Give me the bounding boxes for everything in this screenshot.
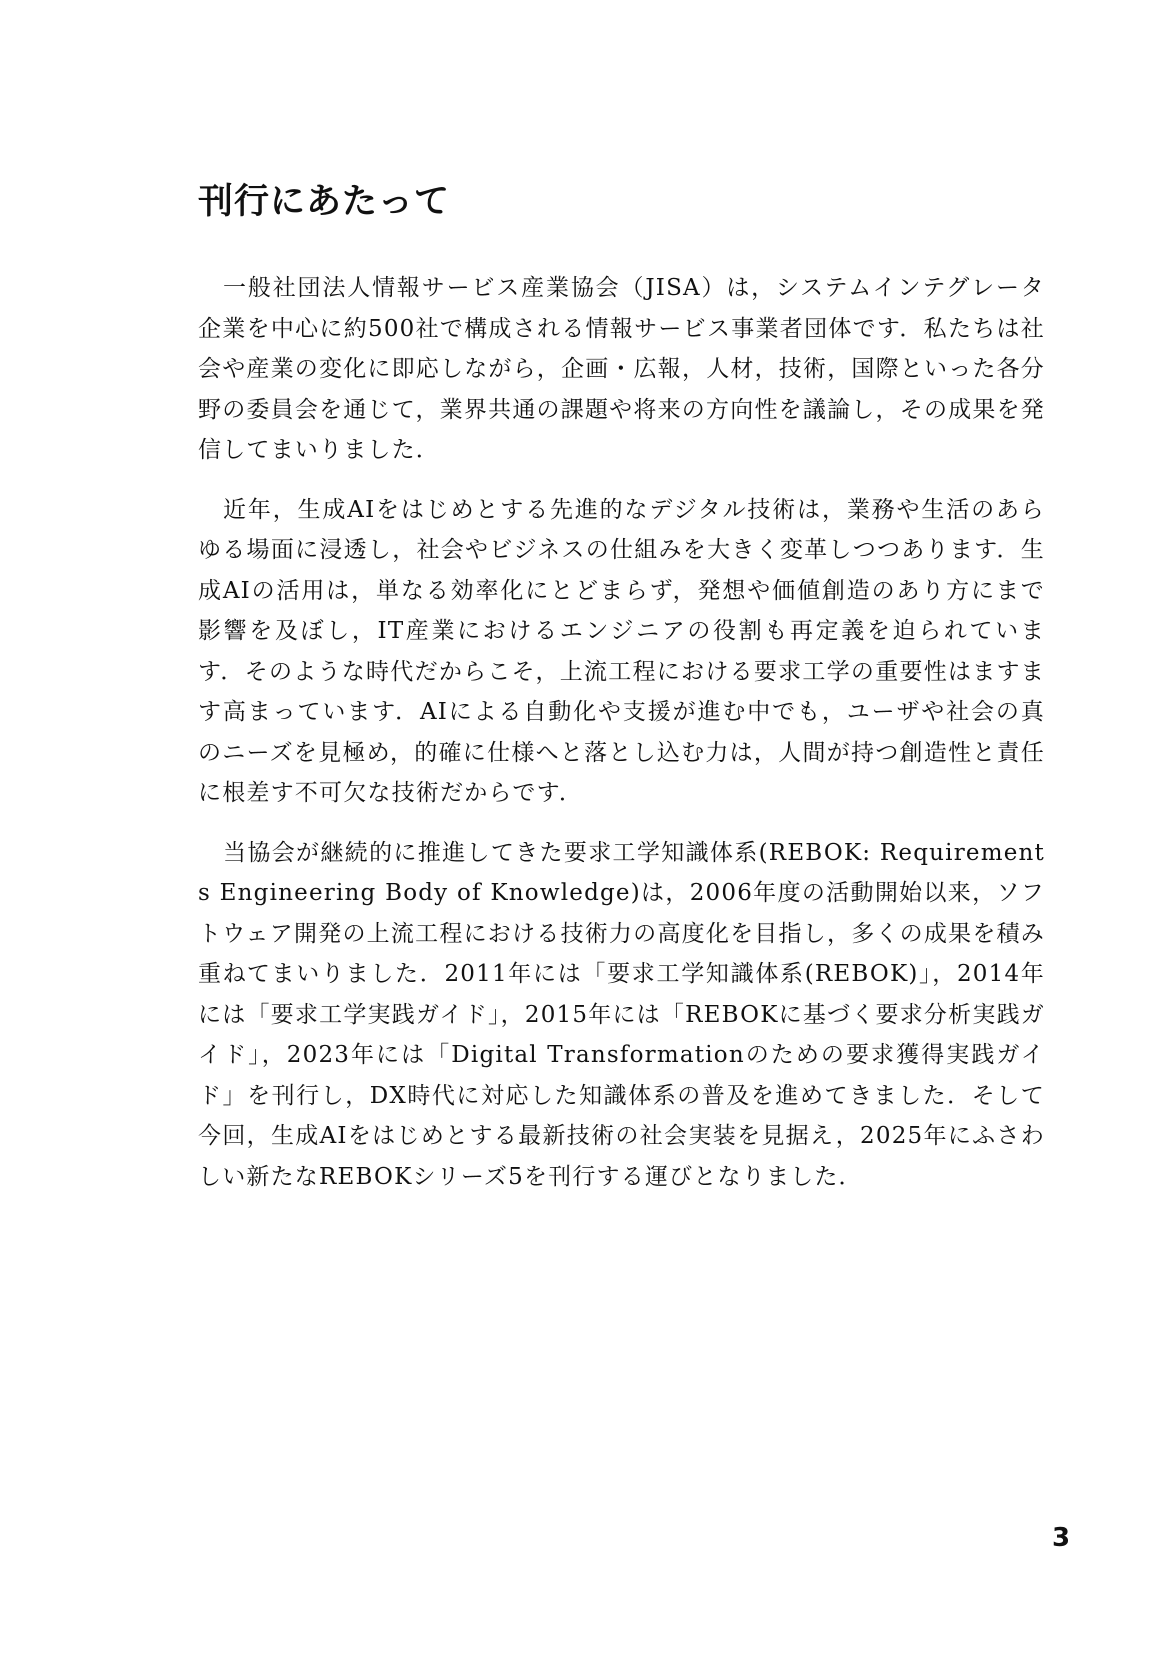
paragraph-1: 一般社団法人情報サービス産業協会（JISA）は，システムインテグレータ企業を中心に約500社で構成される情報サービス事業者団体です．私たちは社会や産業の変化に即応しながら，企画・広報，人材，技術，国際といった各分野の委員会を通じて，業界共通の課題や将来の方向性を議論し，その成果を発信してまいりました． bbox=[198, 275, 1045, 463]
page-title: 刊行にあたって bbox=[198, 182, 451, 222]
paragraph-3: 当協会が継続的に推進してきた要求工学知識体系(REBOK: Requirements Engineering Body of Knowledge)は，2006年度の活動開始以来，ソフトウェア開発の上流工程における技術力の高度化を目指し，多くの成果を積み重ねてまいりました．2011年には「要求工学知識体系(REBOK)」，2014年には「要求工学実践ガイド」，2015年には「REBOKに基づく要求分析実践ガイド」，2023年には「Digital Transformationのための要求獲得実践ガイド」を刊行し，DX時代に対応した知識体系の普及を進めてきました．そして今回，生成AIをはじめとする最新技術の社会実装を見据え，2025年にふさわしい新たなREBOKシリーズ5を刊行する運びとなりました． bbox=[198, 839, 1045, 1190]
body-text bbox=[198, 268, 1045, 1216]
page-number: 3 bbox=[1052, 1523, 1071, 1553]
paragraph-2: 近年，生成AIをはじめとする先進的なデジタル技術は，業務や生活のあらゆる場面に浸透し，社会やビジネスの仕組みを大きく変革しつつあります．生成AIの活用は，単なる効率化にとどまらず，発想や価値創造のあり方にまで影響を及ぼし，IT産業におけるエンジニアの役割も再定義を迫られています．そのような時代だからこそ，上流工程における要求工学の重要性はますます高まっています．AIによる自動化や支援が進む中でも，ユーザや社会の真のニーズを見極め，的確に仕様へと落とし込む力は，人間が持つ創造性と責任に根差す不可欠な技術だからです． bbox=[198, 496, 1045, 806]
